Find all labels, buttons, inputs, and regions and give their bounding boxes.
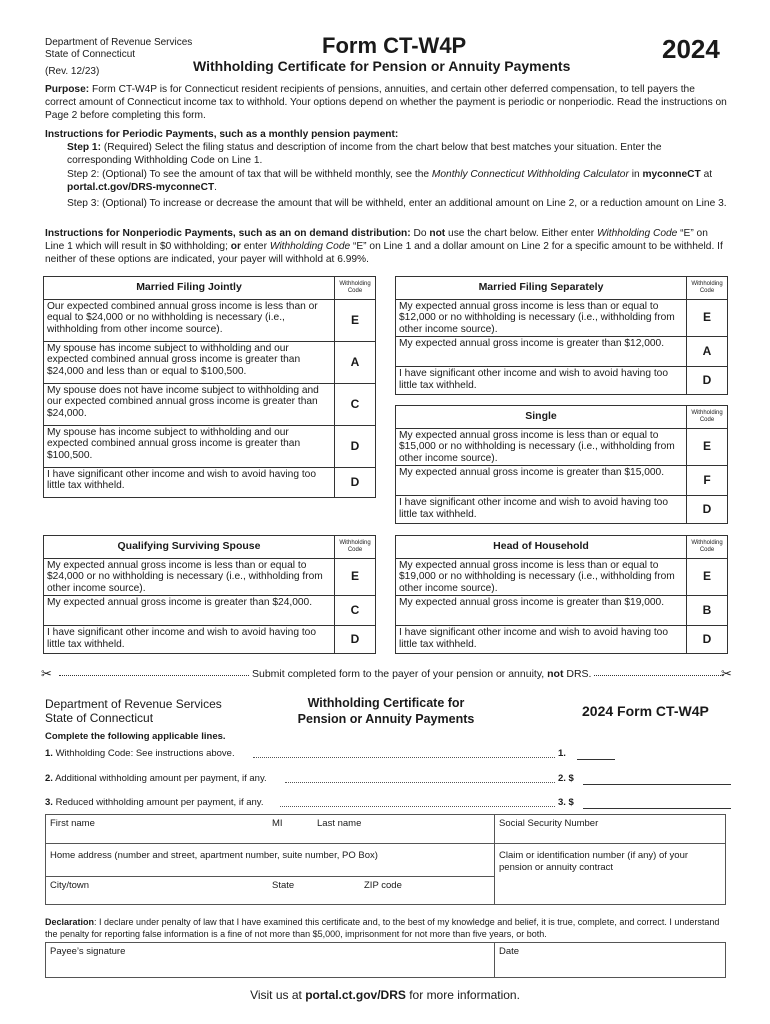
row-description: My expected annual gross income is greater than $24,000. — [44, 596, 335, 626]
withholding-code: E — [687, 300, 728, 337]
table-married-filing-separately — [395, 276, 728, 395]
footer: Visit us at portal.ct.gov/DRS for more information. — [250, 988, 520, 1002]
name-field[interactable]: First name MI Last name — [45, 814, 495, 844]
withholding-code: E — [335, 300, 376, 342]
cut-instruction: Submit completed form to the payer of your pension or annuity, not DRS. — [252, 668, 592, 680]
table-title: Qualifying Surviving Spouse — [44, 536, 335, 559]
address-field[interactable]: Home address (number and street, apartment number, suite number, PO Box) — [45, 843, 495, 877]
row-description: My expected annual gross income is greater than $15,000. — [396, 466, 687, 496]
line-3: 3. Reduced withholding amount per payment, if any. 3. $ — [45, 797, 727, 811]
complete-lines: Complete the following applicable lines. — [45, 731, 226, 742]
table-title: Married Filing Jointly — [44, 277, 335, 300]
table-row — [44, 426, 376, 468]
withholding-code: D — [687, 367, 728, 395]
declaration: Declaration: I declare under penalty of law that I have examined this certificate and, to the best of my knowledge and belief, it is true, complete, and correct. I understand the penalty for reporting false information is a fine of not more than $5,000, imprisonment for not more than five years, or both. — [45, 917, 720, 939]
table-title: Single — [396, 406, 687, 429]
subtitle: Withholding Certificate for Pension or Annuity Payments — [193, 58, 571, 74]
table-row — [396, 367, 728, 395]
table-row — [44, 468, 376, 498]
withholding-code: F — [687, 466, 728, 496]
table-row — [44, 596, 376, 626]
step1: Step 1: (Required) Select the filing status and description of income from the chart below that best matches your situation. Enter the corresponding Withholding Code on Line 1. — [67, 142, 662, 167]
table-row — [44, 626, 376, 654]
lower-title: Withholding Certificate for Pension or Annuity Payments — [297, 696, 475, 726]
claim-number-field[interactable]: Claim or identification number (if any) of your pension or annuity contract — [494, 843, 726, 905]
withholding-code: A — [687, 337, 728, 367]
withholding-code: D — [335, 626, 376, 654]
drs-link[interactable]: portal.ct.gov/DRS — [305, 988, 406, 1002]
table-row — [396, 300, 728, 337]
table-title: Head of Household — [396, 536, 687, 559]
withholding-code: D — [687, 496, 728, 524]
form-title: Form CT-W4P — [322, 33, 467, 58]
table-qualifying-surviving-spouse — [43, 535, 376, 654]
ssn-field[interactable]: Social Security Number — [494, 814, 726, 844]
row-description: My spouse does not have income subject to withholding and our expected combined annual gross income is greater than $24,000. — [44, 384, 335, 426]
row-description: Our expected combined annual gross income is less than or equal to $24,000 or no withholding is necessary (i.e., withholding from other income source). — [44, 300, 335, 342]
table-row — [44, 384, 376, 426]
row-description: My expected annual gross income is greater than $19,000. — [396, 596, 687, 626]
date-field[interactable]: Date — [494, 942, 726, 978]
withholding-code-field[interactable] — [577, 759, 615, 760]
line-2: 2. Additional withholding amount per payment, if any. 2. $ — [45, 773, 727, 787]
withholding-code: D — [687, 626, 728, 654]
code-header: Withholding Code — [687, 406, 728, 429]
additional-withholding-field[interactable] — [583, 784, 731, 785]
code-header: Withholding Code — [687, 536, 728, 559]
withholding-code: E — [687, 559, 728, 596]
table-row — [396, 337, 728, 367]
table-row — [44, 559, 376, 596]
withholding-code: E — [335, 559, 376, 596]
table-row — [396, 466, 728, 496]
table-row — [44, 300, 376, 342]
row-description: My spouse has income subject to withholding and our expected combined annual gross income is greater than $24,000 and less than or equal to $100,500. — [44, 342, 335, 384]
step3: Step 3: (Optional) To increase or decrease the amount that will be withheld, enter an additional amount on Line 2, or a reduction amount on Line 3. — [67, 198, 727, 209]
withholding-code: A — [335, 342, 376, 384]
withholding-code: D — [335, 468, 376, 498]
city-state-zip-field[interactable]: City/town State ZIP code — [45, 876, 495, 905]
withholding-code: C — [335, 384, 376, 426]
table-head-of-household — [395, 535, 728, 654]
row-description: I have significant other income and wish to avoid having too little tax withheld. — [44, 626, 335, 654]
scissors-icon: ✂ — [41, 666, 52, 681]
signature-field[interactable]: Payee’s signature — [45, 942, 495, 978]
table-title: Married Filing Separately — [396, 277, 687, 300]
periodic-heading: Instructions for Periodic Payments, such as a monthly pension payment: — [45, 129, 399, 140]
table-row — [396, 496, 728, 524]
table-married-filing-jointly — [43, 276, 376, 498]
row-description: My expected annual gross income is greater than $12,000. — [396, 337, 687, 367]
withholding-code: D — [335, 426, 376, 468]
reduced-withholding-field[interactable] — [583, 808, 731, 809]
row-description: My expected annual gross income is less than or equal to $15,000 or no withholding is necessary (i.e., withholding from other income source). — [396, 429, 687, 466]
year: 2024 — [662, 34, 720, 64]
line-1: 1. Withholding Code: See instructions above. 1. — [45, 748, 727, 762]
code-header: Withholding Code — [335, 536, 376, 559]
header-dept: Department of Revenue Services State of Connecticut — [45, 37, 193, 60]
row-description: My expected annual gross income is less than or equal to $12,000 or no withholding is necessary (i.e., withholding from other income source). — [396, 300, 687, 337]
row-description: I have significant other income and wish to avoid having too little tax withheld. — [396, 496, 687, 524]
myconnect-link[interactable]: portal.ct.gov/DRS-myconneCT — [67, 182, 215, 194]
cut-line — [41, 666, 732, 682]
step2: Step 2: (Optional) To see the amount of tax that will be withheld monthly, see the Monthly Connecticut Withholding Calculator in myconneCT at portal.ct.gov/DRS-myconneCT. — [67, 169, 713, 194]
purpose: Purpose: Form CT-W4P is for Connecticut resident recipients of pensions, annuities, and certain other deferred compensation, to tell payers the correct amount of Connecticut income tax to withhold. Your options depend on whether the payment is periodic or nonperiodic. Read the instructions on Page 2 before completing this form. — [45, 84, 727, 122]
scissors-icon: ✂ — [721, 666, 732, 681]
table-single — [395, 405, 728, 524]
lower-dept: Department of Revenue Services State of Connecticut — [45, 697, 222, 725]
row-description: I have significant other income and wish to avoid having too little tax withheld. — [396, 626, 687, 654]
code-header: Withholding Code — [687, 277, 728, 300]
table-row — [396, 626, 728, 654]
row-description: I have significant other income and wish to avoid having too little tax withheld. — [396, 367, 687, 395]
table-row — [396, 596, 728, 626]
nonperiodic: Instructions for Nonperiodic Payments, such as an on demand distribution: Do not use the chart below. Either enter Withholding Code “E” on Line 1 which will result in $0 withholding; or enter Withholding Code “E” on Line 1 and a dollar amount on Line 2 for a specific amount to be withheld. If neither of these options are indicated, your payer will withhold at 6.99%. — [45, 228, 723, 266]
row-description: I have significant other income and wish to avoid having too little tax withheld. — [44, 468, 335, 498]
row-description: My expected annual gross income is less than or equal to $24,000 or no withholding is necessary (i.e., withholding from other income source). — [44, 559, 335, 596]
table-row — [396, 559, 728, 596]
withholding-code: E — [687, 429, 728, 466]
table-row — [44, 342, 376, 384]
revision: (Rev. 12/23) — [45, 66, 100, 77]
table-row — [396, 429, 728, 466]
row-description: My spouse has income subject to withholding and our expected combined annual gross income is greater than $100,500. — [44, 426, 335, 468]
withholding-code: B — [687, 596, 728, 626]
withholding-code: C — [335, 596, 376, 626]
row-description: My expected annual gross income is less than or equal to $19,000 or no withholding is necessary (i.e., withholding from other income source). — [396, 559, 687, 596]
lower-form-id: 2024 Form CT-W4P — [582, 703, 709, 719]
code-header: Withholding Code — [335, 277, 376, 300]
